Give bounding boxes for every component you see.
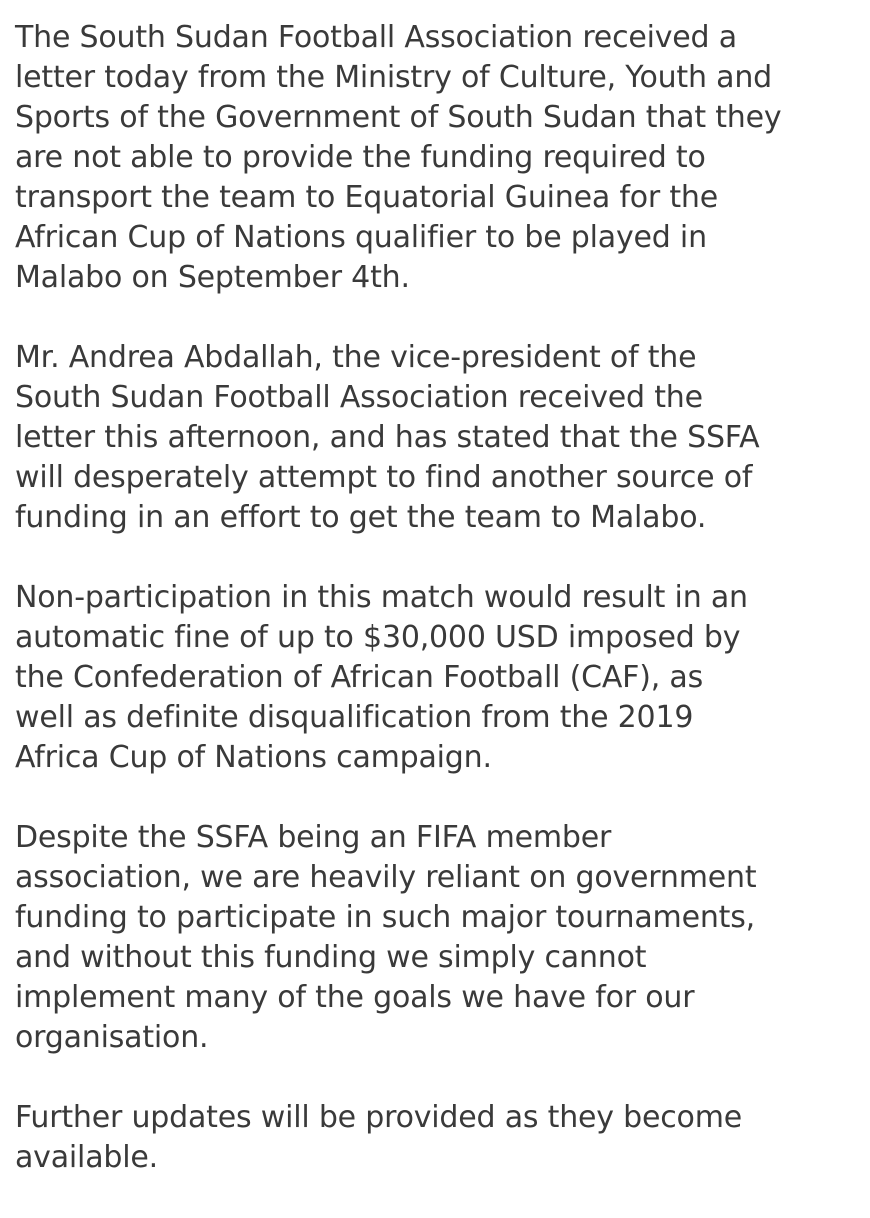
text-line: the Confederation of African Football (CAF), as [15, 660, 703, 695]
paragraph-vice-president [15, 338, 860, 538]
text-line: funding to participate in such major tournaments, [15, 900, 755, 935]
text-line: Africa Cup of Nations campaign. [15, 740, 492, 775]
text-line: Non-participation in this match would result in an [15, 580, 748, 615]
text-line: letter this afternoon, and has stated that the SSFA [15, 420, 760, 455]
paragraph-funding-letter [15, 18, 860, 298]
paragraph-non-participation [15, 578, 860, 778]
text-line: are not able to provide the funding required to [15, 140, 706, 175]
text-line: will desperately attempt to find another source of [15, 460, 753, 495]
statement-document [15, 18, 860, 1218]
paragraph-further-updates [15, 1098, 860, 1178]
text-line: Malabo on September 4th. [15, 260, 410, 295]
text-line: Sports of the Government of South Sudan that they [15, 100, 782, 135]
text-line: and without this funding we simply cannot [15, 940, 647, 975]
text-line: funding in an effort to get the team to Malabo. [15, 500, 707, 535]
text-line: letter today from the Ministry of Culture, Youth and [15, 60, 772, 95]
text-line: The South Sudan Football Association received a [15, 20, 737, 55]
text-line: well as definite disqualification from the 2019 [15, 700, 694, 735]
text-line: African Cup of Nations qualifier to be played in [15, 220, 707, 255]
text-line: automatic fine of up to $30,000 USD imposed by [15, 620, 741, 655]
text-line: implement many of the goals we have for our [15, 980, 695, 1015]
paragraph-fifa-member [15, 818, 860, 1058]
text-line: Further updates will be provided as they become [15, 1100, 742, 1135]
text-line: South Sudan Football Association received the [15, 380, 703, 415]
text-line: association, we are heavily reliant on government [15, 860, 757, 895]
text-line: organisation. [15, 1020, 209, 1055]
text-line: Despite the SSFA being an FIFA member [15, 820, 612, 855]
text-line: transport the team to Equatorial Guinea for the [15, 180, 718, 215]
text-line: available. [15, 1140, 158, 1175]
text-line: Mr. Andrea Abdallah, the vice-president of the [15, 340, 697, 375]
